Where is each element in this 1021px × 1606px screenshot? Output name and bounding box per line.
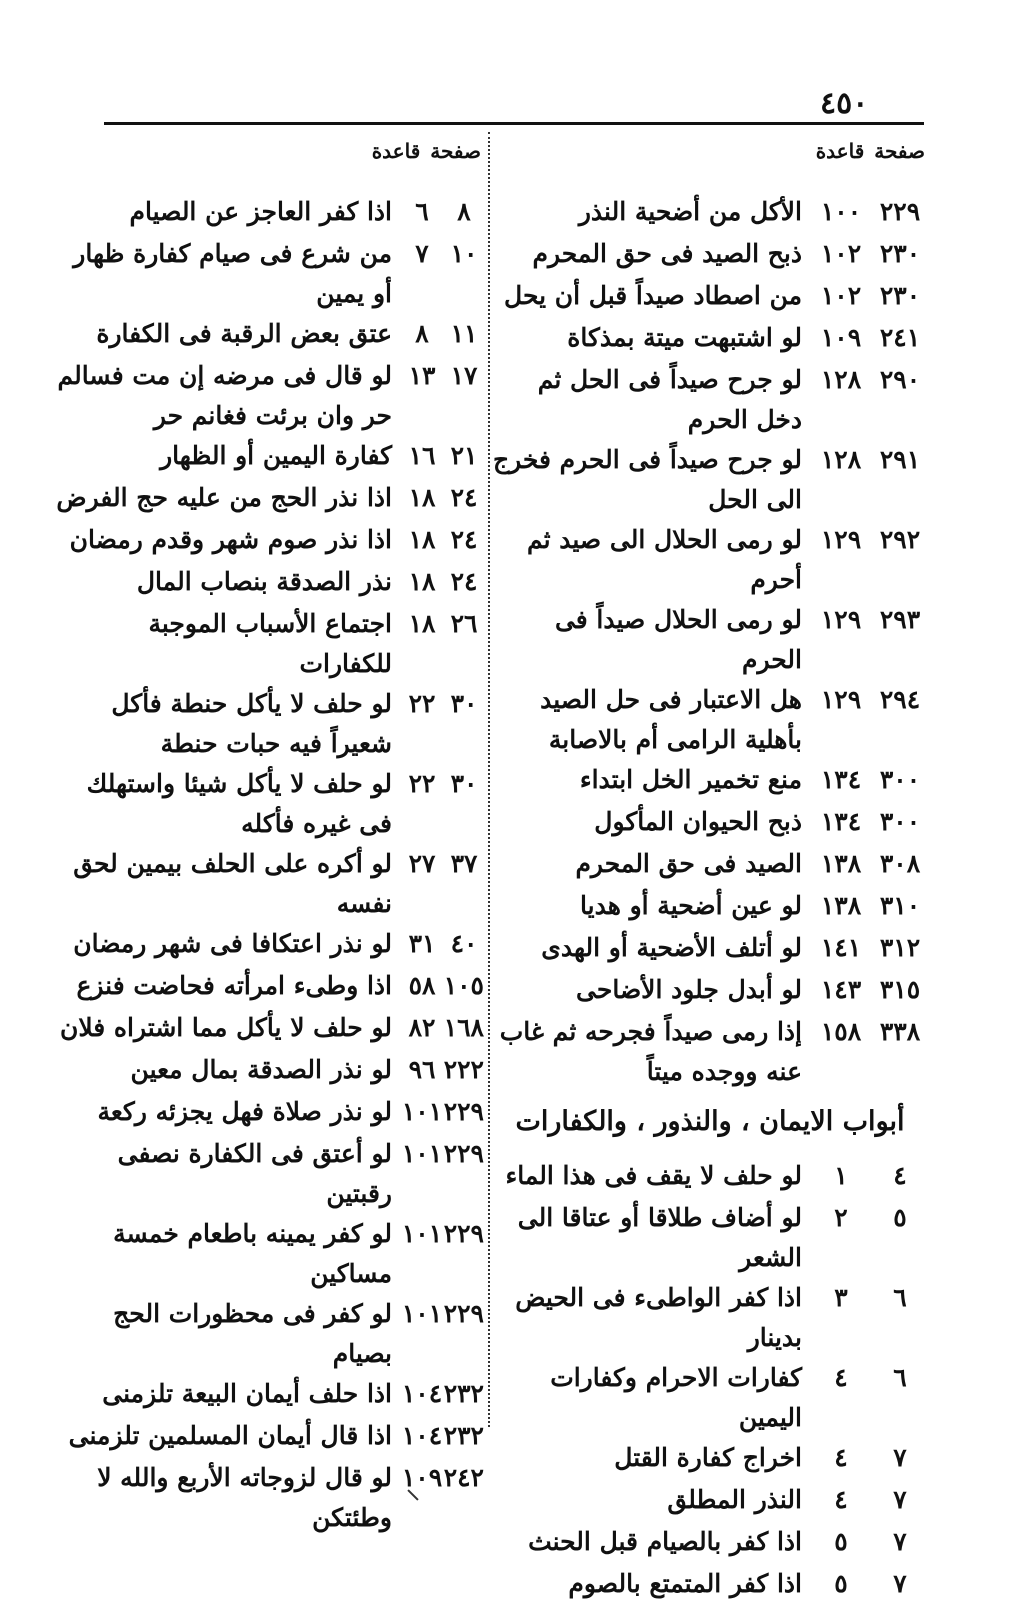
rule-number-cell: ١٢٩ — [820, 685, 862, 714]
page-number-cell: ٢٣٢ — [443, 1421, 484, 1450]
page-number-cell: ٢٢٩ — [443, 1097, 484, 1126]
rule-number-cell: ١٤١ — [820, 933, 862, 962]
index-entry — [50, 1008, 484, 1050]
entry-text: هل الاعتبار فى حل الصيد بأهلية الرامى أم بالاصابة — [540, 685, 802, 754]
entry-text: اذا وطىء امرأته فحاضت فنزع — [76, 971, 392, 1000]
section-entries — [492, 1156, 928, 1606]
page-column-label: صفحة — [430, 139, 481, 163]
rule-number-cell: ١٨ — [408, 567, 436, 596]
index-entry — [50, 192, 484, 234]
section-heading: أبواب الايمان ، والنذور ، والكفارات — [515, 1106, 905, 1137]
entry-text: لو أعتق فى الكفارة نصفى رقبتين — [117, 1139, 392, 1208]
rule-number-cell: ١٠٢ — [820, 239, 862, 268]
rule-number-cell: ٩٦ — [408, 1055, 436, 1084]
rule-number-cell: ١٨ — [408, 609, 436, 638]
page-number-cell: ٢٩٠ — [879, 365, 921, 394]
page-number-cell: ٧ — [893, 1443, 907, 1472]
entry-text: النذر المطلق — [667, 1485, 802, 1514]
rule-number-cell: ٤ — [834, 1363, 848, 1392]
index-entry — [492, 760, 928, 802]
entry-text: إذا رمى صيداً فجرحه ثم غاب عنه ووجده ميتاً — [499, 1017, 802, 1086]
entry-text: اذا نذر الحج من عليه حج الفرض — [56, 483, 392, 512]
rule-number-cell: ١٣٤ — [820, 807, 862, 836]
index-entry — [492, 360, 928, 440]
index-entry — [50, 1374, 484, 1416]
rule-number-cell: ١٥٨ — [820, 1017, 862, 1046]
page-number-cell: ٢٤٢ — [443, 1463, 484, 1492]
page-number-cell: ٣٠ — [450, 689, 478, 718]
entry-text: لو حلف لا يقف فى هذا الماء — [505, 1161, 802, 1190]
entry-text: الأكل من أضحية النذر — [578, 197, 802, 226]
rule-number-cell: ٥٨ — [408, 971, 436, 1000]
page-number-cell: ٣٠٠ — [879, 807, 921, 836]
entry-text: اذا نذر صوم شهر وقدم رمضان — [69, 525, 392, 554]
entry-text: اذا كفر العاجز عن الصيام — [129, 197, 392, 226]
rule-number-cell: ١٦ — [408, 441, 436, 470]
entry-text: اذا كفر المتمتع بالصوم — [568, 1569, 802, 1598]
page-number-cell: ٢٢٢ — [443, 1055, 484, 1084]
index-entry — [50, 436, 484, 478]
index-entry — [50, 604, 484, 684]
entry-text: لو جرح صيداً فى الحرم فخرج الى الحل — [492, 445, 802, 514]
index-entry — [50, 314, 484, 356]
entry-text: لو أكره على الحلف بيمين لحق نفسه — [73, 849, 392, 918]
entry-text: لو حلف لا يأكل مما اشتراه فلان — [60, 1013, 392, 1042]
index-entry — [50, 764, 484, 844]
rule-number-cell: ٤ — [834, 1443, 848, 1472]
page-number-cell: ١٦٨ — [443, 1013, 484, 1042]
rule-number-cell: ١٠١ — [401, 1299, 443, 1328]
page-column-label: صفحة — [874, 139, 925, 163]
index-entry — [492, 276, 928, 318]
page-number-cell: ٢٩٤ — [879, 685, 921, 714]
rule-number-cell: ١٠١ — [401, 1219, 443, 1248]
page-number-cell: ٢٤ — [450, 483, 478, 512]
entry-text: اذا قال أيمان المسلمين تلزمنى — [68, 1421, 392, 1450]
column-divider — [488, 132, 490, 1427]
rule-number-cell: ١٤٣ — [820, 975, 862, 1004]
rule-number-cell: ١٢٨ — [820, 365, 862, 394]
entry-text: اذا كفر الواطىء فى الحيض بدينار — [515, 1283, 802, 1352]
entry-text: الصيد فى حق المحرم — [575, 849, 802, 878]
index-entry — [492, 1564, 928, 1606]
page-number-cell: ٦ — [893, 1363, 907, 1392]
page-number-cell: ٧ — [893, 1569, 907, 1598]
rule-number-cell: ٨٢ — [408, 1013, 436, 1042]
rule-number-cell: ١٠١ — [401, 1097, 443, 1126]
entry-text: لو نذر اعتكافا فى شهر رمضان — [73, 929, 392, 958]
entry-text: لو جرح صيداً فى الحل ثم دخل الحرم — [537, 365, 802, 434]
rule-number-cell: ١٠١ — [401, 1139, 443, 1168]
index-entry — [492, 192, 928, 234]
entry-text: من شرع فى صيام كفارة ظهار أو يمين — [73, 239, 392, 308]
entry-text: لو كفر يمينه باطعام خمسة مساكين — [113, 1219, 392, 1288]
rule-number-cell: ١٣ — [408, 361, 436, 390]
index-entry — [492, 802, 928, 844]
index-entry — [492, 886, 928, 928]
page-number-cell: ٢٩١ — [879, 445, 921, 474]
page-number-cell: ٢٢٩ — [443, 1299, 484, 1328]
page-number-cell: ٢٦ — [450, 609, 478, 638]
entry-text: منع تخمير الخل ابتداء — [579, 765, 802, 794]
rule-number-cell: ١٣٨ — [820, 849, 862, 878]
index-entry — [50, 966, 484, 1008]
page-number-cell: ٣٧ — [450, 849, 478, 878]
index-entry — [492, 1358, 928, 1438]
header-rule — [104, 122, 924, 125]
index-entry — [50, 562, 484, 604]
page-number-cell: ٢٤ — [450, 567, 478, 596]
index-entry — [50, 1092, 484, 1134]
entry-text: لو أتلف الأضحية أو الهدى — [541, 933, 802, 962]
index-entry — [492, 1156, 928, 1198]
index-entry — [50, 684, 484, 764]
page-number-cell: ٤ — [893, 1161, 907, 1190]
entry-text: لو عين أضحية أو هديا — [580, 891, 802, 920]
rule-number-cell: ١٠٢ — [820, 281, 862, 310]
page-number-cell: ٣٠٠ — [879, 765, 921, 794]
page-number-cell: ٢٢٩ — [443, 1139, 484, 1168]
page-number-cell: ٢٢٩ — [443, 1219, 484, 1248]
page-number-cell: ٣١٥ — [879, 975, 921, 1004]
page-number-cell: ٢٤١ — [879, 323, 921, 352]
index-entry — [492, 928, 928, 970]
index-entry — [492, 970, 928, 1012]
index-entry — [50, 1458, 484, 1538]
page-number-cell: ٢٩٢ — [879, 525, 921, 554]
page-number-cell: ٢٤ — [450, 525, 478, 554]
entry-text: لو حلف لا يأكل شيئا واستهلك فى غيره فأكله — [86, 769, 392, 838]
rule-number-cell: ١٠٤ — [401, 1421, 443, 1450]
rule-number-cell: ٤ — [834, 1485, 848, 1514]
rule-number-cell: ٣١ — [408, 929, 436, 958]
rule-number-cell: ٨ — [415, 319, 429, 348]
index-entry — [492, 520, 928, 600]
page-number-cell: ٣١٠ — [879, 891, 921, 920]
page-number-cell: ٢٩٣ — [879, 605, 921, 634]
index-entry — [50, 520, 484, 562]
left-index-column — [50, 192, 484, 1538]
rule-number-cell: ٣ — [834, 1283, 848, 1312]
rule-number-cell: ٦ — [415, 197, 429, 226]
rule-number-cell: ٧ — [415, 239, 429, 268]
page-number-cell: ٤٠ — [450, 929, 478, 958]
rule-number-cell: ١ — [834, 1161, 848, 1190]
entry-text: اذا كفر بالصيام قبل الحنث — [528, 1527, 802, 1556]
rule-number-cell: ٢ — [834, 1203, 848, 1232]
entry-text: لو رمى الحلال صيداً فى الحرم — [554, 605, 802, 674]
page-number-cell: ٢٢٩ — [879, 197, 921, 226]
page-number: ٤٥٠ — [820, 86, 869, 121]
page-number-cell: ١٧ — [450, 361, 478, 390]
index-entry — [492, 680, 928, 760]
entry-text: لو قال فى مرضه إن مت فسالم حر وان برئت فغانم حر — [57, 361, 392, 430]
page-number-cell: ١٠ — [450, 239, 478, 268]
rule-number-cell: ٢٢ — [408, 769, 436, 798]
page-number-cell: ١٠٥ — [443, 971, 484, 1000]
page-number-cell: ٧ — [893, 1527, 907, 1556]
index-entry — [492, 1278, 928, 1358]
rule-number-cell: ١٠٠ — [820, 197, 862, 226]
page-number-cell: ٣١٢ — [879, 933, 921, 962]
entry-text: لو كفر فى محظورات الحج بصيام — [113, 1299, 392, 1368]
page-number-cell: ٨ — [457, 197, 471, 226]
page-number-cell: ٥ — [893, 1203, 907, 1232]
index-entry — [492, 600, 928, 680]
index-entry — [50, 1214, 484, 1294]
right-entries — [492, 192, 928, 1092]
entry-text: ذبح الحيوان المأكول — [594, 807, 802, 836]
page-number-cell: ٢٣٠ — [879, 281, 921, 310]
index-entry — [492, 1438, 928, 1480]
index-entry — [50, 924, 484, 966]
entry-text: كفارة اليمين أو الظهار — [160, 441, 392, 470]
entry-text: لو أضاف طلاقا أو عتاقا الى الشعر — [517, 1203, 802, 1272]
rule-number-cell: ١٠٤ — [401, 1379, 443, 1408]
entry-text: لو اشتبهت ميتة بمذكاة — [567, 323, 802, 352]
index-entry — [50, 356, 484, 436]
page-number-cell: ٢٣٠ — [879, 239, 921, 268]
rule-number-cell: ٢٢ — [408, 689, 436, 718]
entry-text: عتق بعض الرقبة فى الكفارة — [96, 319, 392, 348]
rule-number-cell: ١٠٩ — [820, 323, 862, 352]
index-entry — [492, 1012, 928, 1092]
index-entry — [50, 844, 484, 924]
entry-text: اجتماع الأسباب الموجبة للكفارات — [148, 609, 392, 678]
rule-number-cell: ٥ — [834, 1569, 848, 1598]
entry-text: لو حلف لا يأكل حنطة فأكل شعيراً فيه حبات حنطة — [111, 689, 392, 758]
index-entry — [50, 1294, 484, 1374]
index-entry — [492, 234, 928, 276]
page-number-cell: ٧ — [893, 1485, 907, 1514]
entry-text: اخراج كفارة القتل — [614, 1443, 802, 1472]
entry-text: لو قال لزوجاته الأربع والله لا وطئتكن — [97, 1463, 392, 1532]
index-entry — [50, 234, 484, 314]
entry-text: نذر الصدقة بنصاب المال — [136, 567, 392, 596]
entry-text: لو نذر الصدقة بمال معين — [130, 1055, 392, 1084]
entry-text: ذبح الصيد فى حق المحرم — [532, 239, 802, 268]
rule-number-cell: ١٣٨ — [820, 891, 862, 920]
page-number-cell: ١١ — [450, 319, 478, 348]
page-number-cell: ٢١ — [450, 441, 478, 470]
rule-number-cell: ١٢٨ — [820, 445, 862, 474]
entry-text: من اصطاد صيداً قبل أن يحل — [504, 281, 802, 310]
page-number-cell: ٣٠ — [450, 769, 478, 798]
rule-number-cell: ١٨ — [408, 483, 436, 512]
left-entries — [50, 192, 484, 1538]
rule-number-cell: ٢٧ — [408, 849, 436, 878]
left-column-header — [372, 134, 481, 168]
right-index-column — [492, 192, 928, 1606]
entry-text: لو أبدل جلود الأضاحى — [576, 975, 802, 1004]
index-entry — [492, 1198, 928, 1278]
index-entry — [50, 1416, 484, 1458]
rule-number-cell: ١٢٩ — [820, 525, 862, 554]
rule-column-label: قاعدة — [371, 139, 421, 163]
index-entry — [492, 1522, 928, 1564]
page-number-cell: ٣٣٨ — [879, 1017, 921, 1046]
rule-number-cell: ١٢٩ — [820, 605, 862, 634]
index-entry — [492, 844, 928, 886]
page-number-cell: ٢٣٢ — [443, 1379, 484, 1408]
index-entry — [50, 478, 484, 520]
index-entry — [492, 1480, 928, 1522]
page-number-cell: ٦ — [893, 1283, 907, 1312]
right-column-header — [816, 134, 925, 168]
entry-text: اذا حلف أيمان البيعة تلزمنى — [102, 1379, 392, 1408]
rule-number-cell: ٥ — [834, 1527, 848, 1556]
index-entry — [492, 440, 928, 520]
entry-text: لو نذر صلاة فهل يجزئه ركعة — [97, 1097, 392, 1126]
rule-number-cell: ١٠٩ — [401, 1463, 443, 1492]
index-entry — [50, 1134, 484, 1214]
rule-column-label: قاعدة — [815, 139, 865, 163]
rule-number-cell: ١٨ — [408, 525, 436, 554]
entry-text: لو رمى الحلال الى صيد ثم أحرم — [526, 525, 802, 594]
rule-number-cell: ١٣٤ — [820, 765, 862, 794]
index-entry — [492, 318, 928, 360]
index-entry — [50, 1050, 484, 1092]
page-number-cell: ٣٠٨ — [879, 849, 921, 878]
entry-text: كفارات الاحرام وكفارات اليمين — [550, 1363, 802, 1432]
